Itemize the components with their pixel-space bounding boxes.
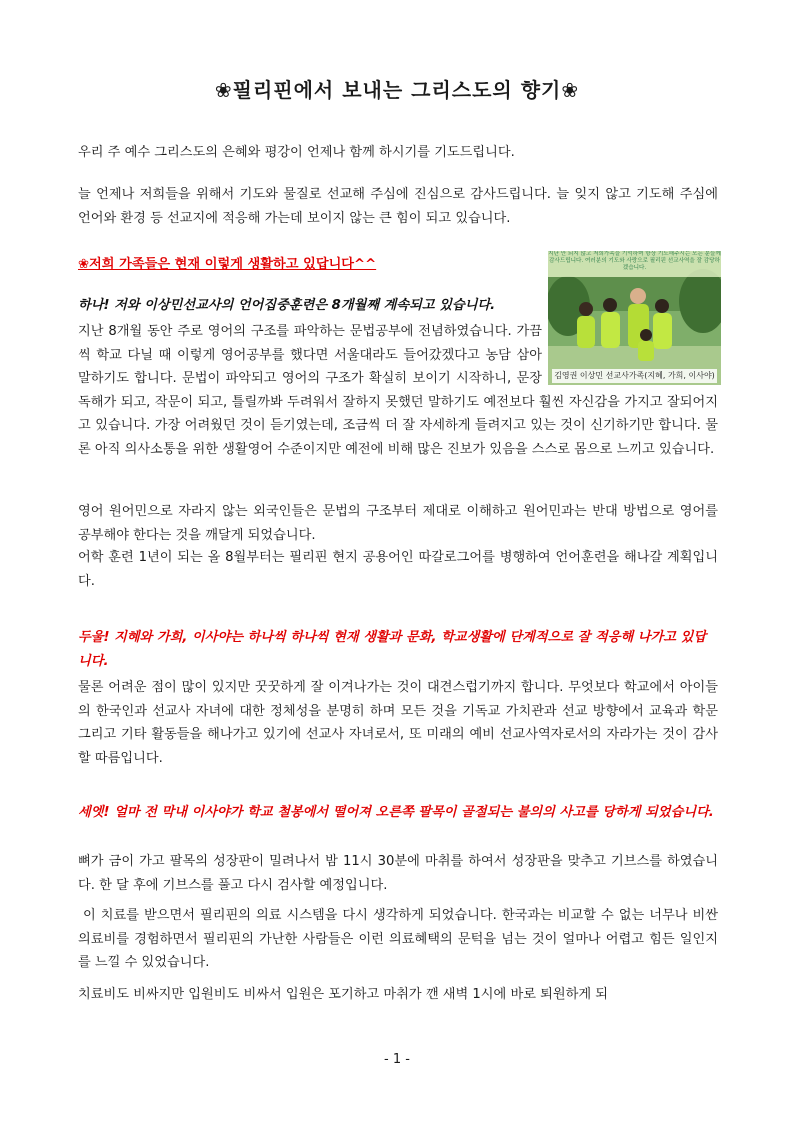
hospital-cost-paragraph: 치료비도 비싸지만 입원비도 비싸서 입원은 포기하고 마취가 깬 새벽 1시에 바로 퇴원하게 되	[78, 987, 609, 1002]
grammar-insight-paragraph: 영어 원어민으로 자라지 않는 외국인들은 문법의 구조부터 제대로 이해하고 원어민과는 반대 방법으로 영어를 공부해야 한다는 것을 깨달게 되었습니다.	[78, 504, 718, 543]
photo-caption-bottom: 김영권 이상민 선교사가족(지혜, 가희, 이사야)	[552, 369, 717, 383]
tagalog-plan-paragraph: 어학 훈련 1년이 되는 올 8월부터는 필리핀 현지 공용어인 따갈로그어를 병행하여 언어훈련을 해나갈 계획입니다.	[78, 550, 718, 589]
accident-treatment-paragraph: 뼈가 금이 가고 팔목의 성장판이 밀려나서 밤 11시 30분에 마취를 하여서 성장판을 맞추고 기브스를 하였습니다. 한 달 후에 기브스를 풀고 다시 검사할 예정입니다.	[78, 854, 718, 893]
language-training-body-flow: 지난 8개월 동안 주로 영어의 구조를 파악하는 문법공부에 전념하였습니다. 가끔씩 학교 다닐 때 이렇게 영어공부를 했다면 서울대라도 들어갔겠다고 농담 삼아 말하기도 합니다. 문법이 파악되고 영어의 구조가 확실히 보이기 시작하니, 문장 독해가 되고, 작문이 되고, 틀릴까봐 두려워서 잘하지 못했던 말하기도 예전보다 훨씬 자신감을 가지고 잘되어지고 있습니다. 가장 어려웠던 것이 듣기였는데, 조금씩 더 잘 자세하게 들려지고 있는 것이 신기하기만 합니다. 물론 아직 의사소통을 위한 생활영어 수준이지만 예전에 비해 많은 진보가 있음을 스스로 몸으로 느끼고 있습니다.	[78, 324, 718, 457]
subheading-isaiah-accident: 세엣! 얼마 전 막내 이사야가 학교 철봉에서 떨어져 오른쪽 팔목이 골절되는 불의의 사고를 당하게 되었습니다.	[78, 805, 714, 820]
medical-system-paragraph: 이 치료를 받으면서 필리핀의 의료 시스템을 다시 생각하게 되었습니다. 한국과는 비교할 수 없는 너무나 비싼 의료비를 경험하면서 필리핀의 가난한 사람들은 이런 의료혜택의 문턱을 넘는 것이 얼마나 어렵고 힘든 일인지를 느낄 수 있었습니다.	[78, 908, 723, 970]
subheading-children-adapting: 두울! 지혜와 가희, 이사야는 하나씩 하나씩 현재 생활과 문화, 학교생활에 단계적으로 잘 적응해 나가고 있답니다.	[78, 630, 707, 669]
section-heading-family-life: ❀저희 가족들은 현재 이렇게 생활하고 있답니다^^	[78, 257, 377, 272]
greeting-paragraph: 우리 주 예수 그리스도의 은혜와 평강이 언제나 함께 하시기를 기도드립니다.	[78, 145, 515, 160]
subheading-language-training: 하나! 저와 이상민선교사의 언어집중훈련은 8개월째 계속되고 있습니다.	[78, 298, 496, 313]
language-training-body-full	[78, 320, 718, 500]
page-number: - 1 -	[384, 1052, 410, 1067]
photo-float-spacer	[542, 320, 718, 390]
page-title: ❀필리핀에서 보내는 그리스도의 향기❀	[214, 78, 580, 102]
photo-caption-top: 지난 안 되지 않고 저희가족을 기억하며 항상 기도해주시는 모든 분들께 감사드립니다. 여러분의 기도와 사랑으로 필리핀 선교사역을 잘 감당하겠습니다.	[548, 251, 721, 277]
children-body-paragraph: 물론 어려운 점이 많이 있지만 꿋꿋하게 잘 이겨나가는 것이 대견스럽기까지 합니다. 무엇보다 학교에서 아이들의 한국인과 선교사 자녀에 대한 정체성을 분명히 하며 모든 것을 기독교 가치관과 선교 방향에서 교육과 학문 그리고 기타 활동들을 해나가고 있기에 선교사 자녀로서, 또 미래의 예비 선교사역자로서의 자라가는 것이 감사할 따름입니다.	[78, 680, 718, 766]
thanks-paragraph: 늘 언제나 저희들을 위해서 기도와 물질로 선교해 주심에 진심으로 감사드립니다. 늘 잊지 않고 기도해 주심에 언어와 환경 등 선교지에 적응해 가는데 보이지 않는 큰 힘이 되고 있습니다.	[78, 187, 718, 226]
